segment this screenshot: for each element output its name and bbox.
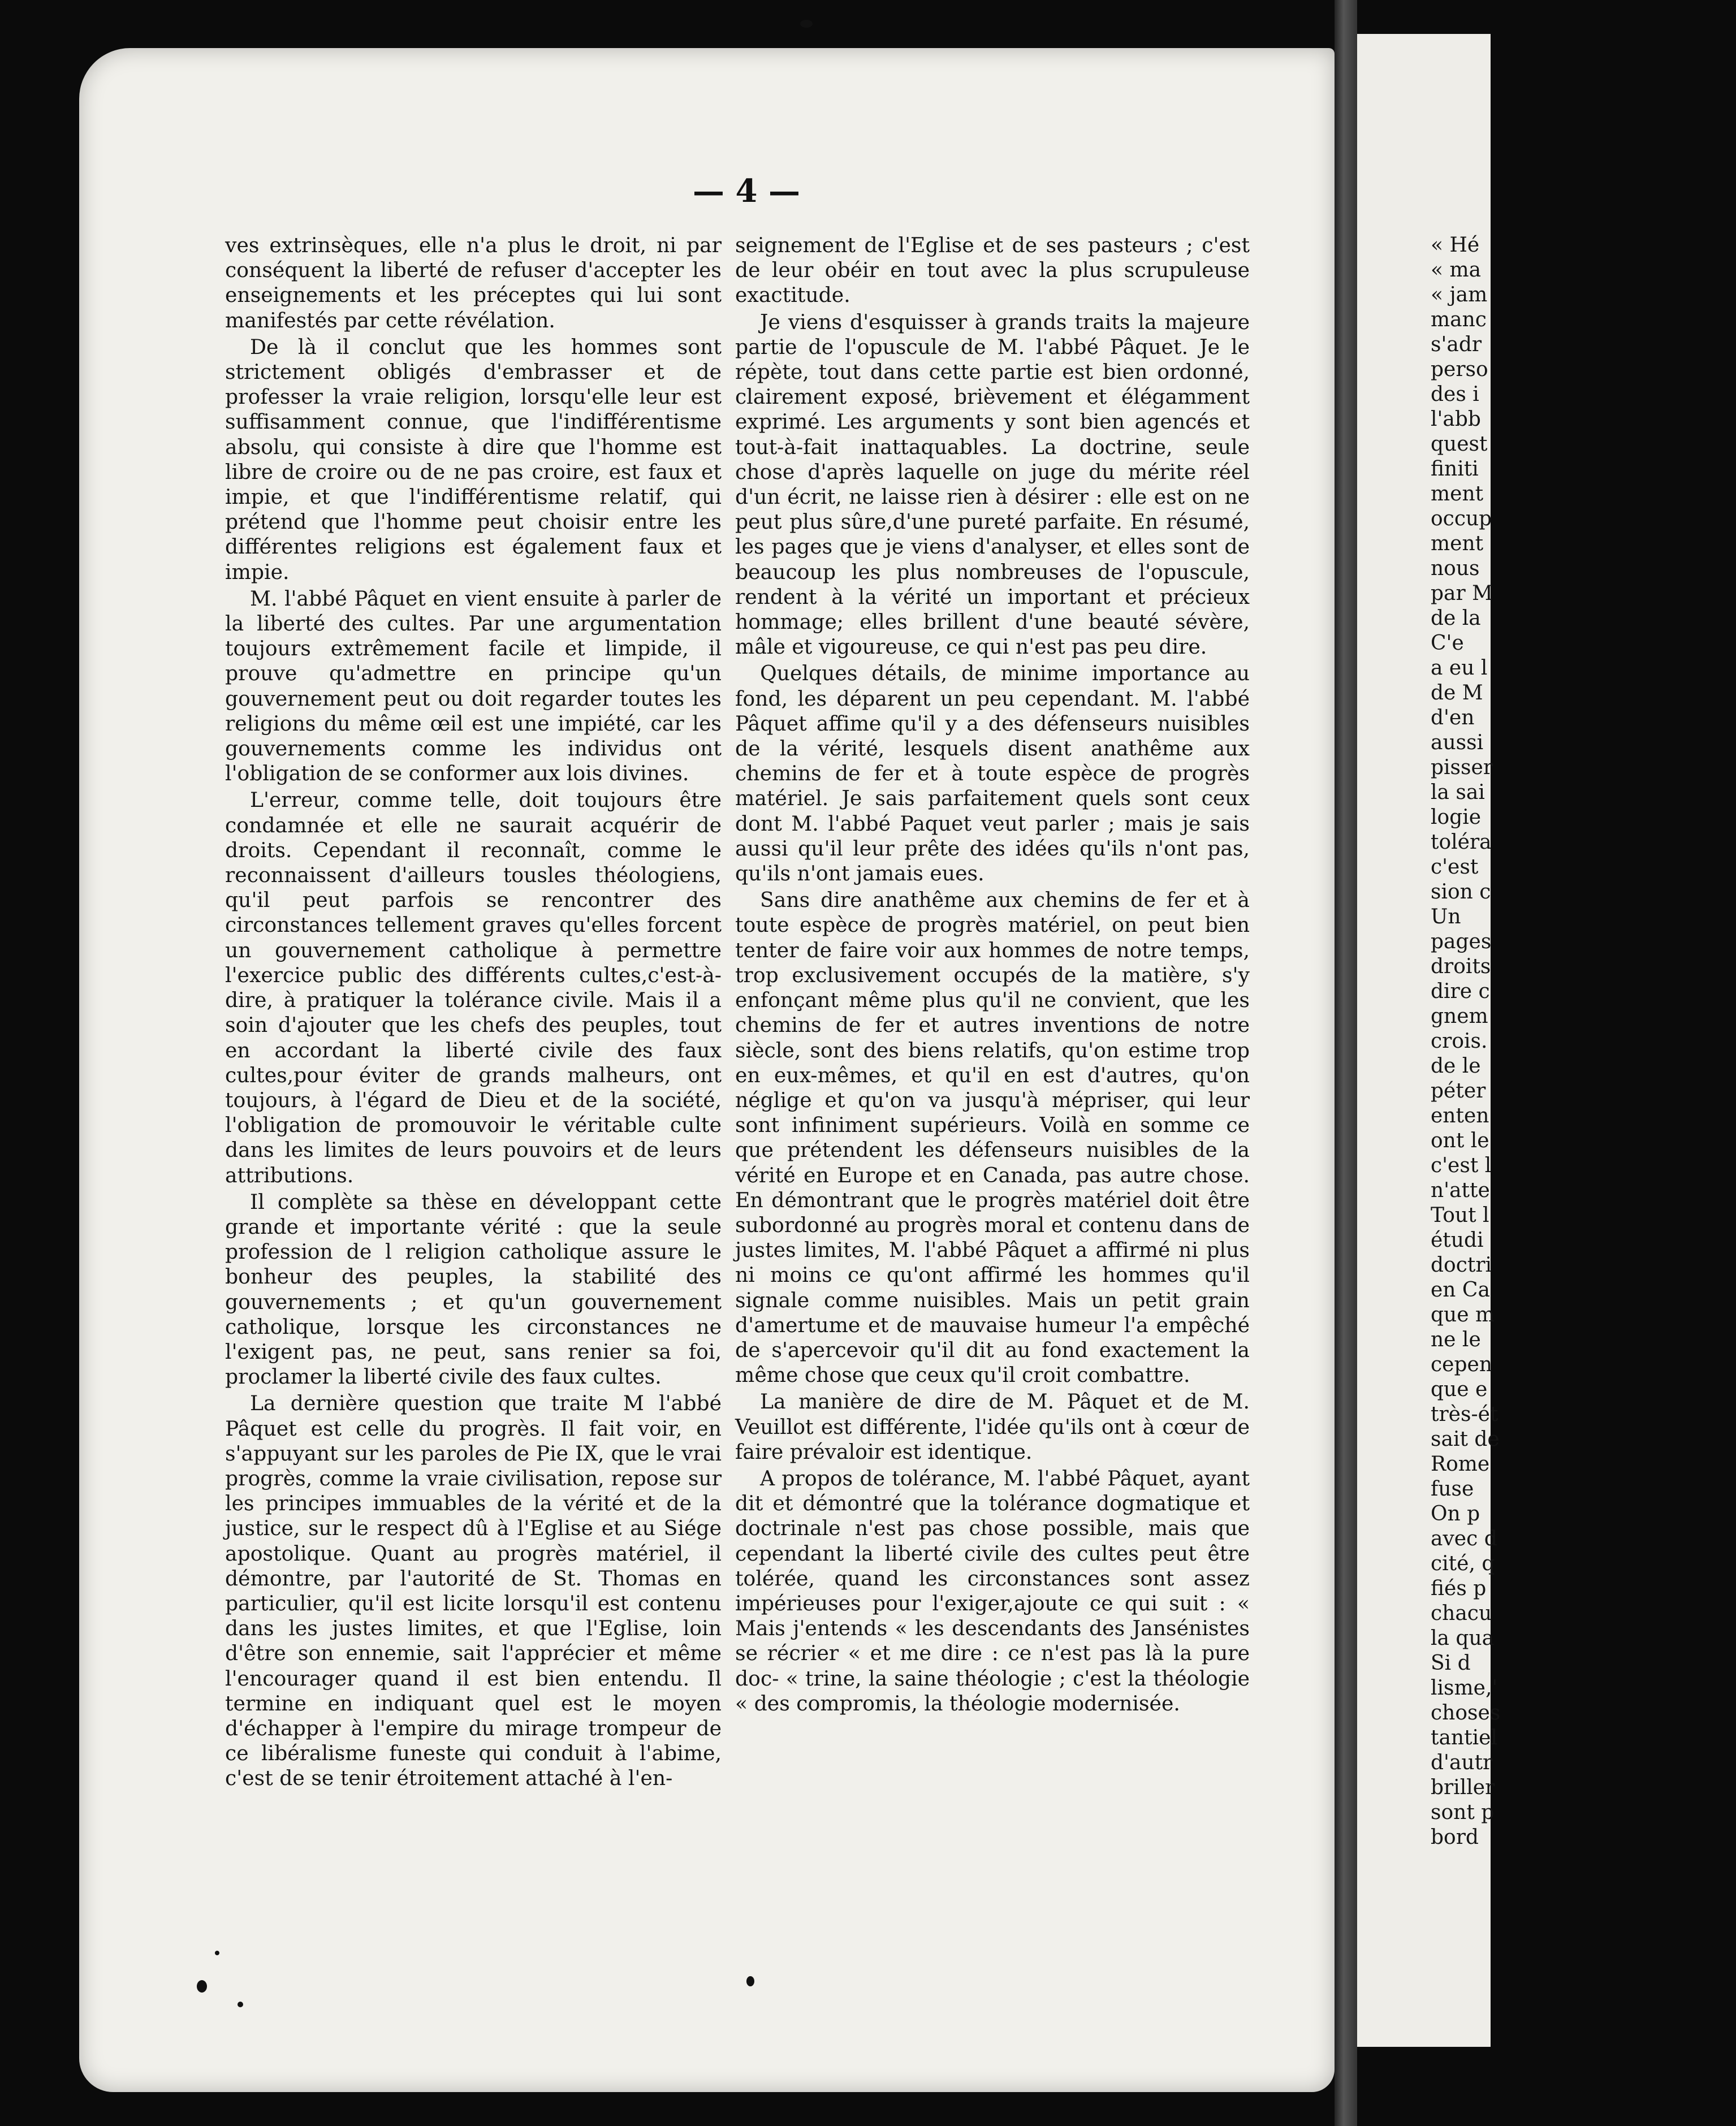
page-number: — 4 — (693, 172, 800, 210)
cropped-line: par M (1431, 582, 1493, 605)
cropped-line: la sai (1431, 781, 1485, 804)
cropped-line: occup (1431, 507, 1492, 530)
cropped-line: lisme,' (1431, 1676, 1498, 1700)
middle-text-column (735, 233, 1250, 1716)
cropped-line: C'e (1431, 632, 1464, 655)
cropped-line: briller (1431, 1776, 1495, 1799)
cropped-line: « Hé (1431, 234, 1480, 257)
paragraph: Je viens d'esquisser à grands traits la majeure partie de l'opuscule de M. l'abbé Pâquet. Je le répète, tout dans cette partie est bien ordonné, clairement exposé, brièvement et élégamment exprimé. Les arguments y sont bien agencés et tout-à-fait inattaquables. La doctrine, seule chose d'après laquelle on juge du mérite réel d'un écrit, ne laisse rien à désirer : elle est on ne peut plus sûre,d'une pureté parfaite. En résumé, les pages que je viens d'analyser, et elles sont de beaucoup les plus nombreuses de l'opuscule, rendent à la vérité un important et précieux hommage; elles brillent d'une beauté sévère, mâle et vigoureuse, ce qui n'est pas peu dire. (735, 309, 1250, 659)
cropped-line: enten (1431, 1104, 1489, 1127)
cropped-line: dire c (1431, 980, 1490, 1003)
cropped-line: c'est (1431, 855, 1479, 879)
cropped-line: s'adr (1431, 333, 1482, 356)
cropped-line: pisser (1431, 756, 1493, 779)
cropped-line: quest (1431, 433, 1488, 456)
cropped-line: fuse (1431, 1477, 1474, 1501)
cropped-line: la qua (1431, 1627, 1495, 1650)
paragraph: Quelques détails, de minime importance au fond, les déparent un peu cependant. M. l'abbé Pâquet affime qu'il y a des défenseurs nuisibles de la vérité, lesquels disent anathême aux chemins de fer et à toute espèce de progrès matériel. Je sais parfaitement quels sont ceux dont M. l'abbé Paquet veut parler ; mais je sais aussi qu'il leur prête des idées qu'ils n'ont pas, qu'ils n'ont jamais eues. (735, 661, 1250, 886)
left-text-column (225, 233, 722, 1791)
cropped-line: des i (1431, 383, 1479, 406)
paragraph: seignement de l'Eglise et de ses pasteurs ; c'est de leur obéir en tout avec la plus scrupuleuse exactitude. (735, 233, 1250, 308)
cropped-line: que e (1431, 1378, 1488, 1401)
cropped-line: de le (1431, 1055, 1481, 1078)
cropped-line: On p (1431, 1502, 1480, 1526)
paragraph: ves extrinsèques, elle n'a plus le droit, ni par conséquent la liberté de refuser d'accepter les enseignements et les préceptes qui lui sont manifestés par cette révélation. (225, 233, 722, 332)
right-cropped-column (1431, 233, 1736, 1850)
cropped-line: cité, q (1431, 1552, 1495, 1575)
cropped-line: crois. (1431, 1030, 1488, 1053)
cropped-line: sion c (1431, 880, 1491, 904)
cropped-line: de la (1431, 607, 1481, 630)
cropped-line: a eu l (1431, 656, 1488, 680)
cropped-line: gnem (1431, 1005, 1488, 1028)
cropped-line: fiés p (1431, 1577, 1487, 1600)
cropped-line: péter (1431, 1079, 1486, 1103)
cropped-line: ne le (1431, 1328, 1481, 1351)
cropped-line: finiti (1431, 457, 1479, 481)
cropped-line: Un (1431, 905, 1461, 928)
cropped-line: manc (1431, 308, 1487, 331)
cropped-line: ment (1431, 482, 1484, 505)
cropped-line: sont p (1431, 1801, 1495, 1824)
paragraph: A propos de tolérance, M. l'abbé Pâquet, ayant dit et démontré que la tolérance dogmatique et doctrinale n'est pas chose possible, mais que cependant la liberté civile des cultes peut être tolérée, quand les circonstances sont assez impérieuses pour l'exiger,ajoute ce qui suit : « Mais j'entends « les descendants des Jansénistes se récrier « et me dire : ce n'est pas là la pure doc- « trine, la saine théologie ; c'est la théologie « des compromis, la théologie modernisée. (735, 1466, 1250, 1716)
cropped-line: d'en (1431, 706, 1475, 729)
cropped-line: doctri (1431, 1254, 1492, 1277)
cropped-line: l'abb (1431, 408, 1481, 431)
paragraph: Sans dire anathême aux chemins de fer et à toute espèce de progrès matériel, on peut bien tenter de faire voir aux hommes de notre temps, trop exclusivement occupés de la matière, s'y enfonçant même plus qu'il ne convient, que les chemins de fer et autres inventions de notre siècle, sont des biens relatifs, qu'on estime trop en eux-mêmes, et qu'il en est d'autres, qu'on néglige et qu'on va jusqu'à mépriser, qui leur sont infiniment supérieurs. Voilà en somme ce que prétendent les défenseurs nuisibles de la vérité en Europe et en Canada, pas autre chose. En démontrant que le progrès matériel doit être subordonné au progrès moral et contenu dans de justes limites, M. l'abbé Pâquet a affirmé ni plus ni moins ce qu'ont affirmé les hommes qu'il signale comme nuisibles. Mais un petit grain d'amertume et de mauvaise humeur l'a empêché de s'apercevoir qu'il dit au fond exactement la même chose que ceux qu'il croit combattre. (735, 888, 1250, 1388)
cropped-line: droits (1431, 955, 1491, 978)
cropped-line: d'autr (1431, 1751, 1493, 1774)
cropped-line: pages (1431, 930, 1492, 953)
cropped-line: étudi (1431, 1229, 1484, 1252)
cropped-line: toléra (1431, 831, 1492, 854)
paragraph: La dernière question que traite M l'abbé Pâquet est celle du progrès. Il fait voir, en s'appuyant sur les paroles de Pie IX, que le vrai progrès, comme la vraie civilisation, repose sur les principes immuables de la vérité et de la justice, sur le respect dû à l'Eglise et au Siége apostolique. Quant au progrès matériel, il démontre, par l'autorité de St. Thomas en particulier, qu'il est licite lorsqu'il est contenu dans les justes limites, et que l'Eglise, loin d'être son ennemie, sait l'apprécier et même l'encourager quand il est bien entendu. Il termine en indiquant quel est le moyen d'échapper à l'empire du mirage trompeur de ce libéralisme funeste qui conduit à l'abime, c'est de se tenir étroitement attaché à l'en- (225, 1391, 722, 1791)
cropped-line: Si d (1431, 1652, 1471, 1675)
page-gutter-shadow (1335, 0, 1357, 2126)
cropped-line: perso (1431, 358, 1488, 381)
paragraph: Il complète sa thèse en développant cette grande et importante vérité : que la seule profession de l religion catholique assure le bonheur des peuples, la stabilité des gouvernements ; et qu'un gouvernement catholique, lorsque les circonstances ne l'exigent pas, ne peut, sans renier sa foi, proclamer la liberté civile des faux cultes. (225, 1189, 722, 1389)
cropped-line: chacu (1431, 1602, 1492, 1625)
cropped-line: Rome (1431, 1453, 1490, 1476)
cropped-line: très-ét (1431, 1403, 1499, 1426)
cropped-line: c'est l (1431, 1154, 1492, 1177)
cropped-line: sait de (1431, 1428, 1500, 1451)
cropped-line: nous (1431, 557, 1480, 580)
cropped-line: tantiel (1431, 1726, 1497, 1749)
cropped-line: bord (1431, 1826, 1479, 1849)
cropped-line: ment (1431, 532, 1484, 555)
cropped-line: aussi (1431, 731, 1484, 754)
cropped-line: « ma (1431, 258, 1482, 282)
paragraph: M. l'abbé Pâquet en vient ensuite à parler de la liberté des cultes. Par une argumentation toujours extrêmement facile et limpide, il prouve qu'admettre en principe qu'un gouvernement peut ou doit regarder toutes les religions du même œil est une impiété, car les gouvernements comme les individus ont l'obligation de se conformer aux lois divines. (225, 586, 722, 786)
cropped-line: que m (1431, 1303, 1495, 1326)
cropped-line: « jam (1431, 283, 1488, 306)
cropped-line: en Ca (1431, 1278, 1490, 1302)
cropped-line: n'atte (1431, 1179, 1490, 1202)
paragraph: De là il conclut que les hommes sont strictement obligés d'embrasser et de professer la vraie religion, lorsqu'elle leur est suffisamment connue, que l'indifférentisme absolu, qui consiste à dire que l'homme est libre de croire ou de ne pas croire, est faux et impie, et que l'indifférentisme relatif, qui prétend que l'homme peut choisir entre les différentes religions est également faux et impie. (225, 334, 722, 584)
paragraph: L'erreur, comme telle, doit toujours être condamnée et elle ne saurait acquérir de droits. Cependant il reconnaît, comme le reconnaissent d'ailleurs tousles théologiens, qu'il peut parfois se rencontrer des circonstances tellement graves qu'elles forcent un gouvernement catholique à permettre l'exercice public des différents cultes,c'est-à-dire, à pratiquer la tolérance civile. Mais il a soin d'ajouter que les chefs des peuples, tout en accordant la liberté civile des faux cultes,pour éviter de grands malheurs, ont toujours, à l'égard de Dieu et de la société, l'obligation de promouvoir le véritable culte dans les limites de leurs pouvoirs et de leurs attributions. (225, 788, 722, 1187)
cropped-line: ont le (1431, 1129, 1489, 1152)
paragraph: La manière de dire de M. Pâquet et de M. Veuillot est différente, l'idée qu'ils ont à cœur de faire prévaloir est identique. (735, 1389, 1250, 1464)
cropped-line: choses (1431, 1701, 1501, 1725)
cropped-line: avec d (1431, 1527, 1497, 1550)
cropped-line: Tout l (1431, 1204, 1489, 1227)
cropped-line: logie (1431, 806, 1482, 829)
cropped-line: de M (1431, 681, 1483, 705)
cropped-line: cepen (1431, 1353, 1493, 1376)
